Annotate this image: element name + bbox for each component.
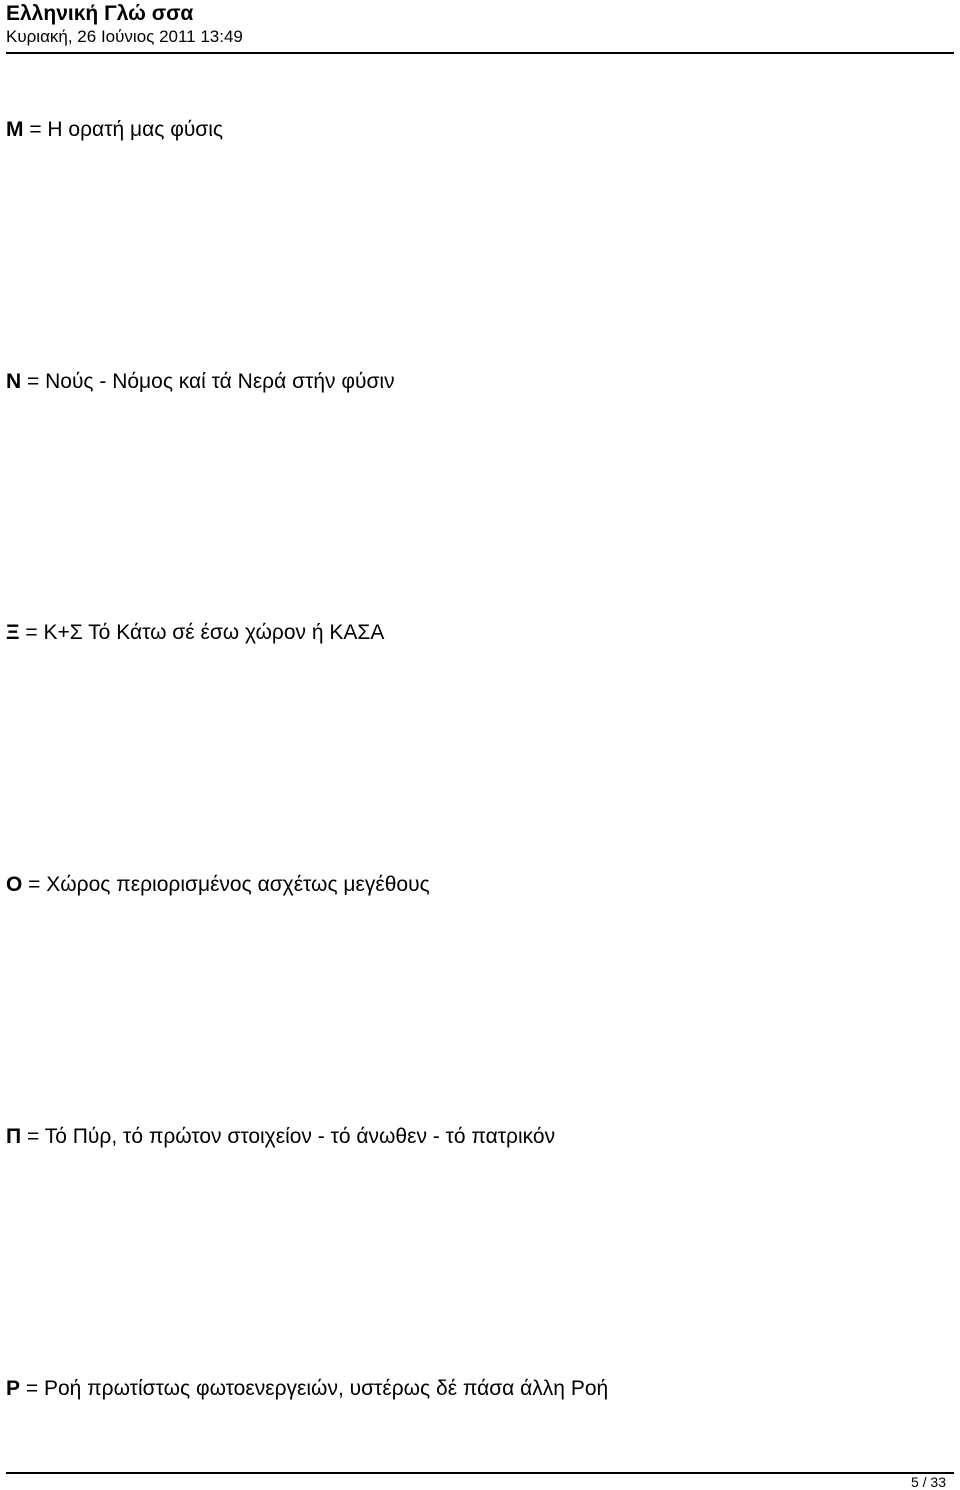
entry-text: = Τό Πύρ, τό πρώτον στοιχείον - τό άνωθεν - τό πατρικόν [21, 1125, 556, 1148]
entry-letter: Ν [6, 370, 22, 393]
entry-xi [6, 620, 384, 646]
entry-letter: Π [6, 1125, 22, 1148]
entry-nu [6, 369, 395, 395]
entry-text: = Κ+Σ Τό Κάτω σέ έσω χώρον ή ΚΑΣΑ [19, 621, 385, 644]
document-title: Ελληνική Γλώ σσα [6, 2, 194, 25]
page-number: 5 / 33 [910, 1474, 946, 1490]
entry-letter: Ο [6, 873, 23, 896]
footer-divider [6, 1472, 954, 1474]
header-divider [6, 52, 954, 54]
entry-pi [6, 1124, 555, 1150]
entry-rho [6, 1376, 608, 1402]
entry-text: = Νούς - Νόμος καί τά Νερά στήν φύσιν [21, 370, 395, 393]
entry-mu [6, 117, 223, 143]
entry-text: = Ροή πρωτίστως φωτοενεργειών, υστέρως δέ πάσα άλλη Ροή [20, 1377, 609, 1400]
document-date: Κυριακή, 26 Ιούνιος 2011 13:49 [6, 27, 243, 46]
entry-letter: Μ [6, 118, 24, 141]
entry-text: = Χώρος περιορισμένος ασχέτως μεγέθους [22, 873, 430, 896]
entry-letter: Ρ [6, 1377, 21, 1400]
entry-omicron [6, 872, 430, 898]
entry-letter: Ξ [6, 621, 20, 644]
entry-text: = Η ορατή μας φύσις [23, 118, 224, 141]
